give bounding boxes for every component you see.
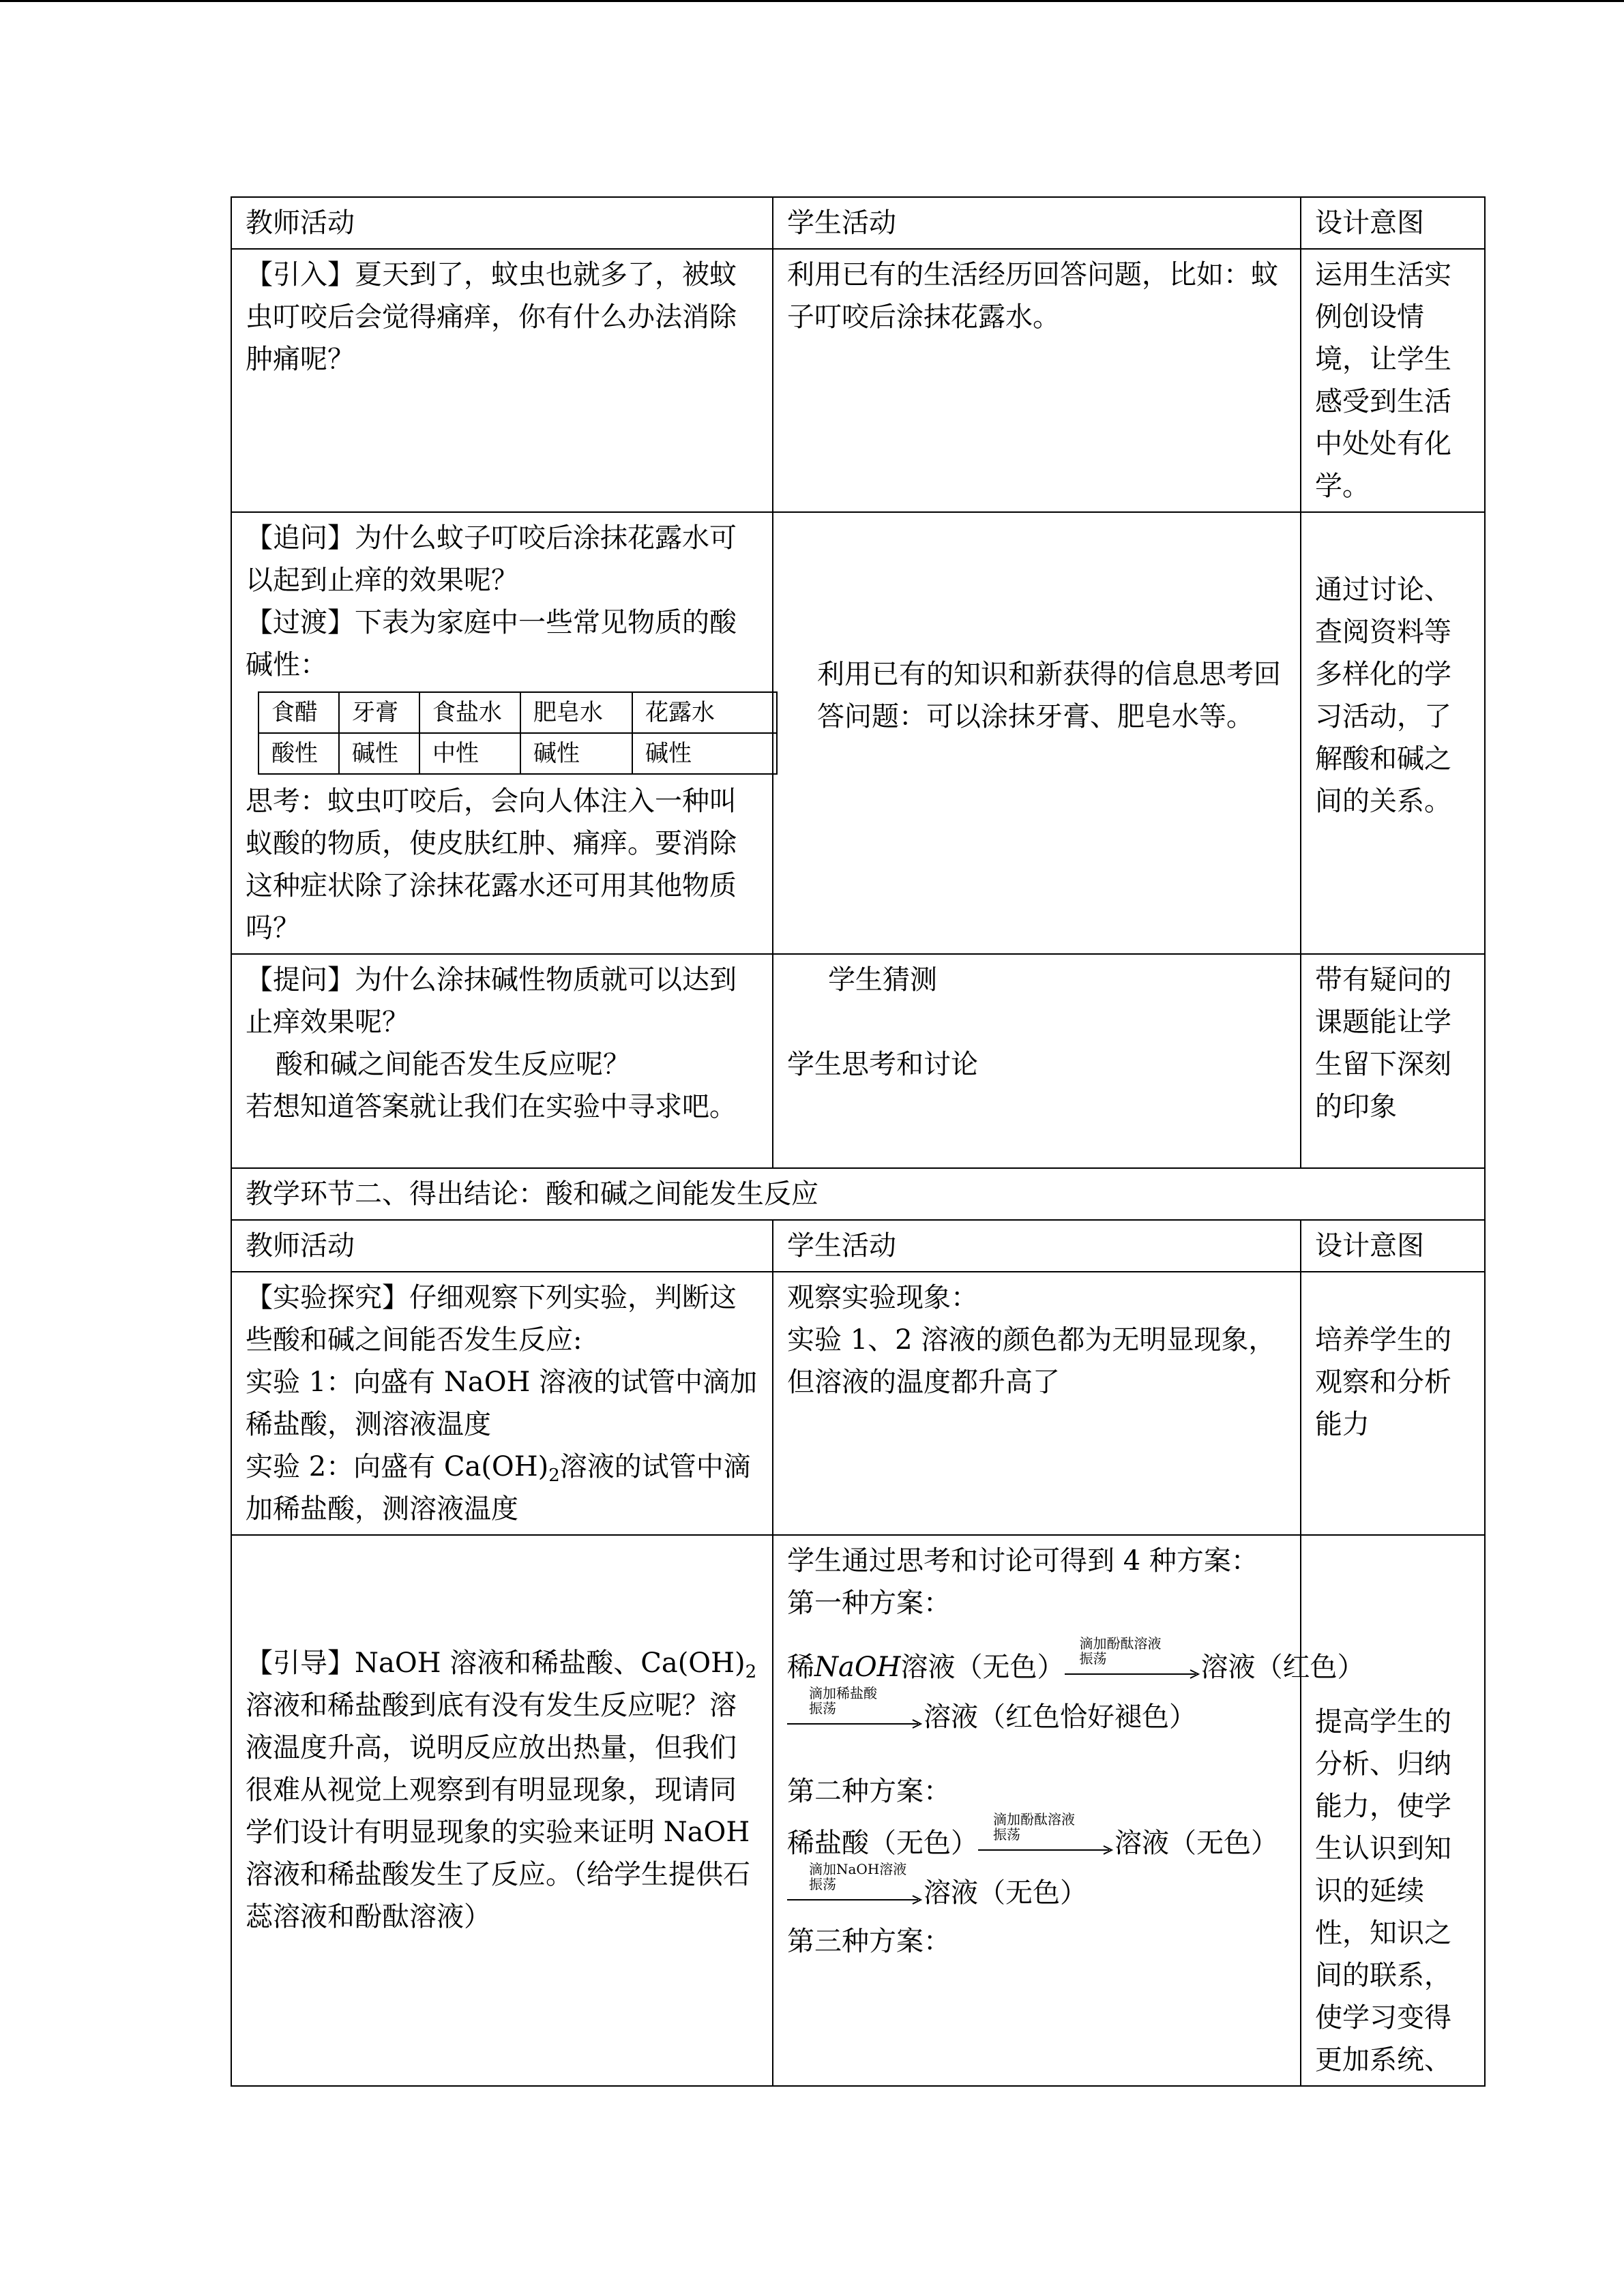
cell-design-guide (1301, 1535, 1485, 2086)
observe-label: 观察实验现象： (787, 1282, 978, 1313)
reaction-arrow: 滴加NaOH溶液 振荡 (787, 1879, 924, 1911)
cell-design-followup (1301, 512, 1485, 954)
cell-design-question: 带有疑问的课题能让学生留下深刻的印象 (1301, 954, 1485, 1168)
arrow-icon (978, 1843, 1114, 1857)
cell-student-followup (773, 512, 1301, 954)
experiment-intro: 【实验探究】仔细观察下列实验，判断这些酸和碱之间能否发生反应: (246, 1282, 737, 1356)
lesson-plan-table (231, 196, 1486, 2087)
guide-text: 【引导】NaOH 溶液和稀盐酸、$Ca(OH)_2$溶液和稀盐酸到底有没有发生反应呢？溶液温度升高，说明反应放出热量，但我们很难从视觉上观察到有明显现象，现请同学们设计有明显现象的实验来证明 NaOH 溶液和稀盐酸发生了反应。（给学生提供石蕊溶液和酚酞溶液） (246, 1648, 757, 1933)
question-text: 若想知道答案就让我们在实验中寻求吧。 (246, 1091, 737, 1122)
arrow-icon (787, 1717, 924, 1731)
table-header-row (231, 197, 1485, 249)
header-student-activity: 学生活动 (773, 1220, 1301, 1272)
header-design-intent: 设计意图 (1301, 197, 1485, 249)
student-guess: 学生猜测 (828, 964, 937, 996)
table-row (231, 1535, 1485, 2086)
cell-student-question (773, 954, 1301, 1168)
arrow-icon (787, 1893, 924, 1907)
cell-student-plans (773, 1535, 1365, 2086)
arrow-icon (1065, 1667, 1201, 1681)
table-row (231, 512, 1485, 954)
acidity-property-row (259, 733, 777, 774)
cell-teacher-guide (231, 1535, 773, 2086)
cell-teacher-experiment (231, 1272, 773, 1535)
section-title: 教学环节二、得出结论：酸和碱之间能发生反应 (231, 1168, 1485, 1220)
experiment-2: 实验 2：向盛有 $Ca(OH)_2$溶液的试管中滴加稀盐酸，测溶液温度 (246, 1451, 751, 1525)
table-row (231, 1272, 1485, 1535)
plan1-equation-line2: 滴加稀盐酸 振荡 溶液（红色恰好褪色） (787, 1701, 1286, 1735)
plan3-label: 第三种方案： (787, 1926, 951, 1957)
section-row (231, 1168, 1485, 1220)
design-text: 提高学生的分析、归纳能力，使学生认识到知识的延续性，知识之间的联系，使学习变得更加系统、 (1315, 1706, 1451, 2076)
acidity-cell: 牙膏 (339, 692, 419, 733)
header-student-activity: 学生活动 (773, 197, 1301, 249)
cell-design-experiment (1301, 1272, 1485, 1535)
cell-student-experiment (773, 1272, 1301, 1535)
header-design-intent: 设计意图 (1301, 1220, 1485, 1272)
reaction-arrow: 滴加稀盐酸 振荡 (787, 1703, 924, 1735)
acidity-cell: 酸性 (259, 733, 339, 774)
header-teacher-activity: 教师活动 (231, 197, 773, 249)
acidity-cell: 食醋 (259, 692, 339, 733)
acidity-cell: 碱性 (632, 733, 777, 774)
followup-question: 【追问】为什么蚊子叮咬后涂抹花露水可以起到止痒的效果呢？ (246, 522, 737, 596)
top-border-line (0, 0, 1624, 2)
question-text: 酸和碱之间能否发生反应呢？ (276, 1049, 630, 1080)
cell-design-intro: 运用生活实例创设情境，让学生感受到生活中处处有化学。 (1301, 249, 1485, 512)
acidity-cell: 肥皂水 (520, 692, 632, 733)
table-row (231, 954, 1485, 1168)
thinking-question: 思考：蚊虫叮咬后，会向人体注入一种叫蚁酸的物质，使皮肤红肿、痛痒。要消除这种症状除了涂抹花露水还可用其他物质吗？ (246, 786, 737, 944)
acidity-table (258, 691, 778, 775)
acidity-cell: 食盐水 (419, 692, 520, 733)
plan1-equation-line1: 稀NaOH溶液（无色） 滴加酚酞溶液 振荡 溶液（红色） (787, 1652, 1286, 1685)
cell-student-intro: 利用已有的生活经历回答问题，比如：蚊子叮咬后涂抹花露水。 (773, 249, 1301, 512)
transition-text: 【过渡】下表为家庭中一些常见物质的酸碱性： (246, 607, 737, 681)
acidity-cell: 花露水 (632, 692, 777, 733)
student-discuss: 学生思考和讨论 (787, 1049, 978, 1080)
plan2-equation-line2: 滴加NaOH溶液 振荡 溶液（无色） (787, 1877, 1286, 1911)
plan2-label: 第二种方案： (787, 1776, 951, 1807)
header-teacher-activity: 教师活动 (231, 1220, 773, 1272)
table-row (231, 249, 1485, 512)
plans-intro: 学生通过思考和讨论可得到 4 种方案： (787, 1545, 1258, 1577)
observe-result: 实验 1、2 溶液的颜色都为无明显现象，但溶液的温度都升高了 (787, 1324, 1276, 1398)
cell-teacher-question (231, 954, 773, 1168)
acidity-cell: 碱性 (520, 733, 632, 774)
plan1-label: 第一种方案： (787, 1587, 951, 1619)
cell-teacher-intro: 【引入】夏天到了，蚊虫也就多了，被蚊虫叮咬后会觉得痛痒，你有什么办法消除肿痛呢？ (231, 249, 773, 512)
table-header-row (231, 1220, 1485, 1272)
question-text: 【提问】为什么涂抹碱性物质就可以达到止痒效果呢？ (246, 964, 737, 1038)
design-text: 通过讨论、查阅资料等多样化的学习活动，了解酸和碱之间的关系。 (1315, 574, 1451, 817)
experiment-1: 实验 1：向盛有 NaOH 溶液的试管中滴加稀盐酸，测溶液温度 (246, 1367, 758, 1440)
student-answer: 利用已有的知识和新获得的信息思考回答问题：可以涂抹牙膏、肥皂水等。 (817, 659, 1281, 732)
acidity-substance-row (259, 692, 777, 733)
cell-teacher-followup (231, 512, 773, 954)
acidity-cell: 碱性 (339, 733, 419, 774)
reaction-arrow: 滴加酚酞溶液 振荡 (978, 1830, 1114, 1861)
design-text: 培养学生的观察和分析能力 (1315, 1324, 1451, 1440)
plan2-equation-line1: 稀盐酸（无色） 滴加酚酞溶液 振荡 溶液（无色） (787, 1828, 1286, 1861)
reaction-arrow: 滴加酚酞溶液 振荡 (1065, 1654, 1201, 1685)
acidity-cell: 中性 (419, 733, 520, 774)
